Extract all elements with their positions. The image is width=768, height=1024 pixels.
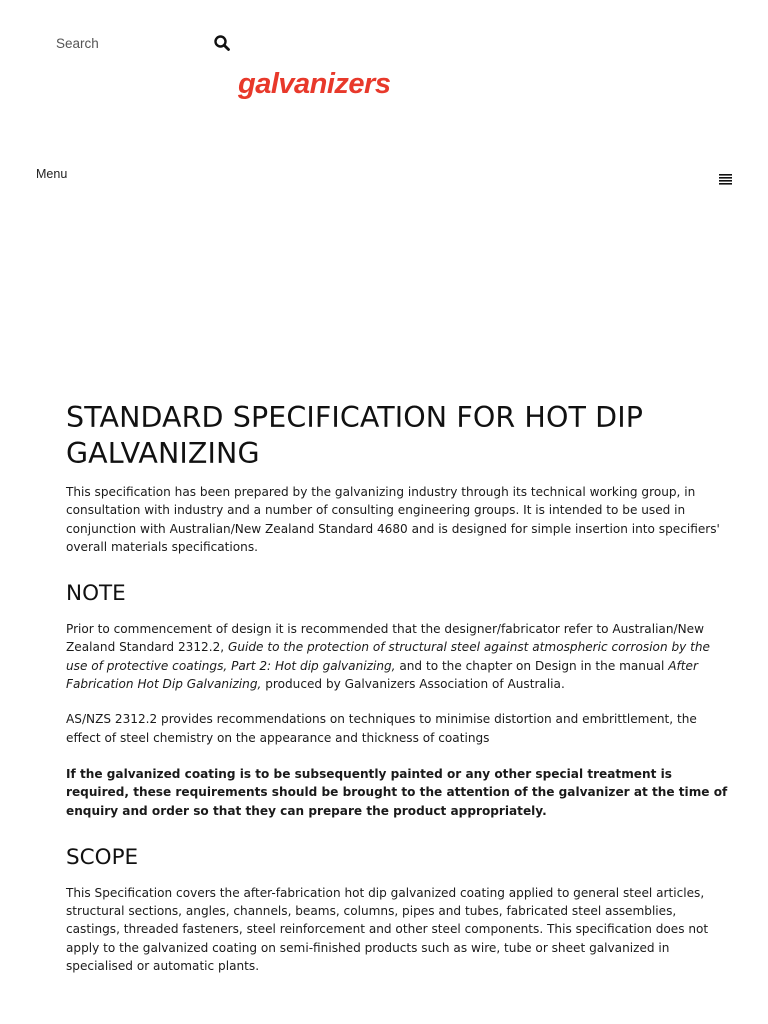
article xyxy=(66,400,730,975)
note-paragraph-1 xyxy=(66,620,730,693)
search-box xyxy=(56,34,236,52)
search-input[interactable] xyxy=(56,36,206,51)
note-paragraph-2: AS/NZS 2312.2 provides recommendations on techniques to minimise distortion and embrittlement, the effect of steel chemistry on the appearance and thickness of coatings xyxy=(66,712,697,745)
note-heading: NOTE xyxy=(66,581,126,607)
intro-paragraph: This specification has been prepared by the galvanizing industry through its technical working group, in consultation with industry and a number of consulting engineering groups. It is intended to be used in conjunction with Australian/New Zealand Standard 4680 and is designed for simple insertion into specifiers' overall materials specifications. xyxy=(66,485,720,554)
note-text-b: and to the chapter on Design in the manual xyxy=(395,658,669,673)
scope-paragraph: This Specification covers the after-fabrication hot dip galvanized coating applied to general steel articles, structural sections, angles, channels, beams, columns, pipes and tubes, fabricated steel assemblies, castings, threaded fasteners, steel reinforcement and other steel components. This specification does not apply to the galvanized coating on semi-finished products such as wire, tube or sheet galvanized in specialised or automatic plants. xyxy=(66,885,709,974)
manual-title-citation: After Fabrication Hot Dip Galvanizing, xyxy=(66,658,698,692)
note-text-a: Prior to commencement of design it is recommended that the designer/fabricator refer to Australian/New Zealand Standard 2312.2, xyxy=(66,622,704,655)
page-title: STANDARD SPECIFICATION FOR HOT DIP GALVANIZING xyxy=(66,401,644,470)
site-logo[interactable]: galvanizers xyxy=(238,68,391,100)
scope-heading: SCOPE xyxy=(66,844,139,870)
note-text-c: produced by Galvanizers Association of Australia. xyxy=(261,677,565,692)
standard-title-citation: Guide to the protection of structural steel against atmospheric corrosion by the use of protective coatings, Part 2: Hot dip galvanizing, xyxy=(66,640,710,673)
note-paragraph-3: If the galvanized coating is to be subsequently painted or any other special treatment is required, these requirements should be brought to the attention of the galvanizer at the time of enquiry and order so that they can prepare the product appropriately. xyxy=(66,766,728,818)
search-icon[interactable] xyxy=(213,34,231,52)
menu-label[interactable]: Menu xyxy=(36,167,68,181)
hamburger-icon[interactable] xyxy=(719,170,732,181)
